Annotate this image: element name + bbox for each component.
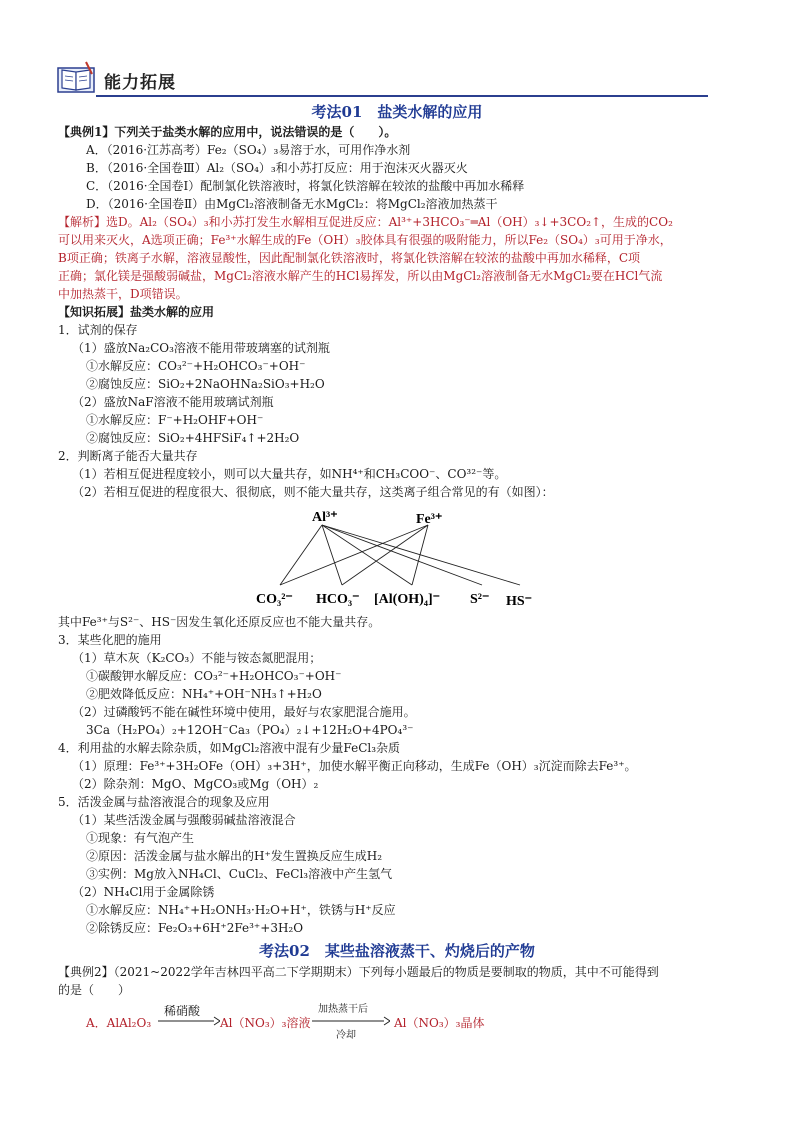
analysis-line-5: 中加热蒸干，D项错误。 bbox=[58, 287, 188, 301]
point-5-1: （1）某些活泼金属与强酸弱碱盐溶液混合 bbox=[72, 813, 296, 827]
example2-question-text: 【典例2】（2021~2022学年吉林四平高二下学期期末）下列每小题最后的物质是要制取的物质，其中不可能得到 bbox=[58, 965, 659, 979]
point-3-2: （2）过磷酸钙不能在碱性环境中使用，最好与农家肥混合施用。 bbox=[72, 705, 416, 719]
point-1-2: （2）盛放NaF溶液不能用玻璃试剂瓶 bbox=[72, 395, 274, 409]
point-5-2-b: ②除锈反应：Fe₂O₃+6H⁺2Fe³⁺+3H₂O bbox=[86, 921, 304, 935]
analysis-line-2: 可以用来灭火，A选项正确；Fe³⁺水解生成的Fe（OH）₃胶体具有很强的吸附能力，所以Fe₂（SO₄）₃可用于净水， bbox=[58, 233, 672, 247]
example2-question-2: 的是（ ） bbox=[58, 983, 131, 997]
point-5-title: 5．活泼金属与盐溶液混合的现象及应用 bbox=[58, 795, 270, 809]
ion-al: Al³⁺ bbox=[312, 510, 338, 525]
point-1-1: （1）盛放Na₂CO₃溶液不能用带玻璃塞的试剂瓶 bbox=[72, 341, 330, 355]
example1-option-b: B．（2016·全国卷Ⅲ）Al₂（SO₄）₃和小苏打反应：用于泡沫灭火器灭火 bbox=[86, 161, 468, 175]
ion-hs: HS⁻ bbox=[506, 594, 533, 609]
option-a-product: Al（NO₃）₃晶体 bbox=[394, 1016, 485, 1030]
book-icon bbox=[56, 60, 98, 96]
ion-coexistence-diagram bbox=[250, 505, 550, 613]
point-3-1: （1）草木灰（K₂CO₃）不能与铵态氮肥混用； bbox=[72, 651, 322, 665]
arrow-1-icon bbox=[158, 1016, 220, 1026]
option-a-cond-bottom: 冷却 bbox=[336, 1030, 356, 1041]
example1-option-c: C．（2016·全国卷Ⅰ）配制氯化铁溶液时，将氯化铁溶解在较浓的盐酸中再加水稀释 bbox=[86, 179, 525, 193]
point-5-2: （2）NH₄Cl用于金属除锈 bbox=[72, 885, 215, 899]
example1-option-d: D．（2016·全国卷Ⅱ）由MgCl₂溶液制备无水MgCl₂：将MgCl₂溶液加热蒸干 bbox=[86, 197, 498, 211]
point-4-title: 4．利用盐的水解去除杂质，如MgCl₂溶液中混有少量FeCl₃杂质 bbox=[58, 741, 401, 755]
option-a-scheme bbox=[86, 1006, 506, 1042]
example1-option-a: A．（2016·江苏高考）Fe₂（SO₄）₃易溶于水，可用作净水剂 bbox=[86, 143, 411, 157]
point-1-1-b: ②腐蚀反应：SiO₂+2NaOHNa₂SiO₃+H₂O bbox=[86, 377, 325, 391]
point-1-1-a: ①水解反应：CO₃²⁻+H₂OHCO₃⁻+OH⁻ bbox=[86, 359, 306, 373]
ion-hco3: HCO₃⁻ bbox=[316, 592, 360, 607]
option-a-label: A．AlAl₂O₃ bbox=[86, 1016, 152, 1030]
point-5-1-c: ③实例：Mg放入NH₄Cl、CuCl₂、FeCl₃溶液中产生氢气 bbox=[86, 867, 393, 881]
example1-question: 【典例1】下列关于盐类水解的应用中，说法错误的是（ ）。 bbox=[58, 125, 397, 139]
example2-question-1 bbox=[58, 964, 659, 980]
header-rule bbox=[96, 95, 708, 97]
ion-co3: CO₃²⁻ bbox=[256, 592, 293, 607]
option-a-cond-top: 加热蒸干后 bbox=[318, 1004, 368, 1015]
analysis-line-1: 【解析】选D。Al₂（SO₄）₃和小苏打发生水解相互促进反应：Al³⁺+3HCO₃⁻═Al（OH）₃↓+3CO₂↑，生成的CO₂ bbox=[58, 215, 673, 229]
header-title: 能力拓展 bbox=[104, 73, 176, 93]
point-3-1-a: ①碳酸钾水解反应：CO₃²⁻+H₂OHCO₃⁻+OH⁻ bbox=[86, 669, 342, 683]
option-a-middle: Al（NO₃）₃溶液 bbox=[220, 1016, 311, 1030]
arrow-2-icon bbox=[312, 1016, 390, 1026]
analysis-line-3: B项正确；铁离子水解，溶液显酸性，因此配制氯化铁溶液时，将氯化铁溶解在较浓的盐酸中再加水稀释，C项 bbox=[58, 251, 641, 265]
ion-aloh4: [Al(OH)₄]⁻ bbox=[374, 592, 441, 607]
point-2-title: 2．判断离子能否大量共存 bbox=[58, 449, 198, 463]
point-1-2-a: ①水解反应：F⁻+H₂OHF+OH⁻ bbox=[86, 413, 264, 427]
ion-fe: Fe³⁺ bbox=[416, 512, 443, 527]
section-heading-02: 考法02 某些盐溶液蒸干、灼烧后的产物 bbox=[259, 942, 535, 960]
point-5-2-a: ①水解反应：NH₄⁺+H₂ONH₃·H₂O+H⁺，铁锈与H⁺反应 bbox=[86, 903, 396, 917]
analysis-line-4: 正确；氯化镁是强酸弱碱盐，MgCl₂溶液水解产生的HCl易挥发，所以由MgCl₂溶液制备无水MgCl₂要在HCl气流 bbox=[58, 269, 663, 283]
option-a-reagent: 稀硝酸 bbox=[164, 1004, 201, 1018]
point-3-1-b: ②肥效降低反应：NH₄⁺+OH⁻NH₃↑+H₂O bbox=[86, 687, 322, 701]
diagram-lines bbox=[280, 525, 520, 585]
point-4-2: （2）除杂剂：MgO、MgCO₃或Mg（OH）₂ bbox=[72, 777, 319, 791]
point-2-note: 其中Fe³⁺与S²⁻、HS⁻因发生氧化还原反应也不能大量共存。 bbox=[58, 615, 381, 629]
section-heading-01: 考法01 盐类水解的应用 bbox=[311, 103, 483, 121]
page-header bbox=[56, 60, 708, 100]
ion-s: S²⁻ bbox=[470, 592, 490, 607]
point-1-title: 1．试剂的保存 bbox=[58, 323, 138, 337]
point-2-2: （2）若相互促进的程度很大、很彻底，则不能大量共存，这类离子组合常见的有（如图）： bbox=[72, 485, 554, 499]
point-5-1-a: ①现象：有气泡产生 bbox=[86, 831, 195, 845]
point-1-2-b: ②腐蚀反应：SiO₂+4HFSiF₄↑+2H₂O bbox=[86, 431, 300, 445]
point-5-1-b: ②原因：活泼金属与盐水解出的H⁺发生置换反应生成H₂ bbox=[86, 849, 383, 863]
point-3-2-eq: 3Ca（H₂PO₄）₂+12OH⁻Ca₃（PO₄）₂↓+12H₂O+4PO₄³⁻ bbox=[86, 723, 414, 737]
knowledge-extension-title: 【知识拓展】盐类水解的应用 bbox=[58, 305, 215, 319]
point-2-1: （1）若相互促进程度较小，则可以大量共存，如NH⁴⁺和CH₃COO⁻、CO³²⁻等。 bbox=[72, 467, 507, 481]
point-3-title: 3．某些化肥的施用 bbox=[58, 633, 162, 647]
point-4-1: （1）原理：Fe³⁺+3H₂OFe（OH）₃+3H⁺，加使水解平衡正向移动，生成Fe（OH）₃沉淀而除去Fe³⁺。 bbox=[72, 759, 637, 773]
